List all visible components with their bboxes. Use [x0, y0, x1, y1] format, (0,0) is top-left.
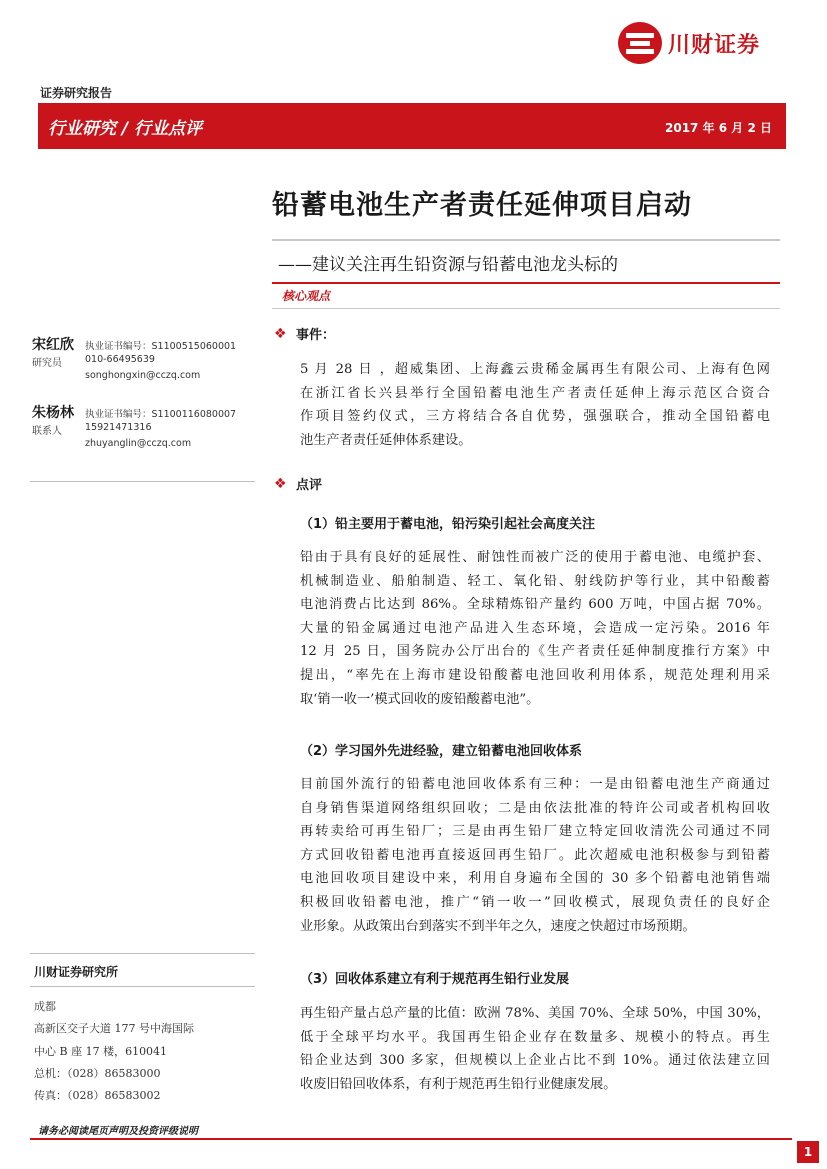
subsection-paragraph: 再生铅产量占总产量的比值：欧洲 78%、美国 70%、全球 50%，中国 30%， 低于全球平均水平。我国再生铅企业存在数量多、规模小的特点。再生 铅企业达到 300 多家，但规模以上企业占比不到 10%。通过依法建立回 收废旧铅回收体系，有利于规范再生铅行业健康发展。	[300, 1006, 770, 1092]
analyst-email[interactable]: songhongxin@cczq.com	[85, 370, 201, 381]
institution-name: 川财证券研究所	[34, 965, 119, 979]
analyst-role: 研究员	[32, 358, 62, 369]
analyst-cert: 执业证书编号：S1100515060001	[85, 341, 237, 352]
report-date: 2017 年 6 月 2 日	[665, 121, 772, 135]
disclaimer-text: 请务必阅读尾页声明及投资评级说明	[38, 1126, 198, 1137]
divider	[272, 282, 780, 284]
divider	[272, 308, 780, 309]
address-line: 成都	[34, 1000, 56, 1013]
divider	[272, 239, 780, 241]
brand-logo	[618, 22, 760, 64]
brand-name: 川财证券	[668, 32, 761, 58]
header-band	[38, 103, 786, 149]
report-type: 证券研究报告	[40, 86, 113, 100]
logo-icon	[618, 22, 662, 64]
analyst-phone: 15921471316	[85, 422, 152, 433]
address-line: 中心 B 座 17 楼，610041	[34, 1045, 168, 1058]
analyst-name: 宋红欣	[32, 337, 74, 353]
subsection-title: （3）回收体系建立有利于规范再生铅行业发展	[300, 972, 570, 987]
analyst-cert: 执业证书编号：S1100116080007	[85, 409, 237, 420]
analyst-name: 朱杨林	[32, 405, 74, 421]
analyst-email[interactable]: zhuyanglin@cczq.com	[85, 438, 192, 449]
address-line: 传真：（028）86583002	[34, 1089, 161, 1102]
event-paragraph: 5 月 28 日 ，超威集团、上海鑫云贵稀金属再生有限公司、上海有色网 在浙江省长兴县举行全国铅蓄电池生产者责任延伸上海示范区合资合 作项目签约仪式，三方将结合各自优势，强强联合，推动全国铅蓄电 池生产者责任延伸体系建设。	[300, 362, 770, 448]
address-line: 总机：（028）86583000	[34, 1067, 161, 1080]
subsection-paragraph: 目前国外流行的铅蓄电池回收体系有三种：一是由铅蓄电池生产商通过 自身销售渠道网络组织回收；二是由依法批准的特许公司或者机构回收 再转卖给可再生铅厂；三是由再生铅厂建立特定回收清洗公司通过不同 方式回收铅蓄电池再直接返回再生铅厂。此次超威电池积极参与到铅蓄 电池回收项目建设中来，利用自身遍布全国的 30 多个铅蓄电池销售端 积极回收铅蓄电池，推广“销一收一”回收模式，展现负责任的良好企 业形象。从政策出台到落实不到半年之久，速度之快超过市场预期。	[300, 777, 770, 934]
report-category: 行业研究 / 行业点评	[48, 119, 203, 139]
core-view-label: 核心观点	[282, 289, 331, 303]
divider	[30, 986, 255, 987]
section-heading-commentary: ❖ 点评	[274, 475, 323, 493]
section-heading-event: ❖ 事件：	[274, 325, 336, 343]
divider	[30, 1138, 792, 1140]
diamond-bullet-icon: ❖	[274, 325, 287, 342]
analyst-role: 联系人	[32, 426, 62, 437]
address-line: 高新区交子大道 177 号中海国际	[34, 1022, 194, 1035]
page-subtitle: ——建议关注再生铅资源与铅蓄电池龙头标的	[278, 255, 618, 275]
page-number: 1	[797, 1141, 819, 1163]
divider	[30, 953, 255, 954]
page-title: 铅蓄电池生产者责任延伸项目启动	[272, 190, 692, 221]
analyst-phone: 010-66495639	[85, 354, 155, 365]
subsection-title: （2）学习国外先进经验，建立铅蓄电池回收体系	[300, 744, 583, 759]
divider	[30, 481, 255, 482]
diamond-bullet-icon: ❖	[274, 475, 287, 492]
subsection-title: （1）铅主要用于蓄电池，铅污染引起社会高度关注	[300, 517, 596, 532]
subsection-paragraph: 铅由于具有良好的延展性、耐蚀性而被广泛的使用于蓄电池、电缆护套、 机械制造业、船舶制造、轻工、氧化铅、射线防护等行业，其中铅酸蓄 电池消费占比达到 86%。全球精炼铅产量约 600 万吨，中国占据 70%。 大量的铅金属通过电池产品进入生态环境，会造成一定污染。2016 年 12 月 25 日，国务院办公厅出台的《生产者责任延伸制度推行方案》中 提出，“率先在上海市建设铅酸蓄电池回收利用体系，规范处理利用采 取‘销一收一’模式回收的废铅酸蓄电池”。	[300, 550, 770, 707]
